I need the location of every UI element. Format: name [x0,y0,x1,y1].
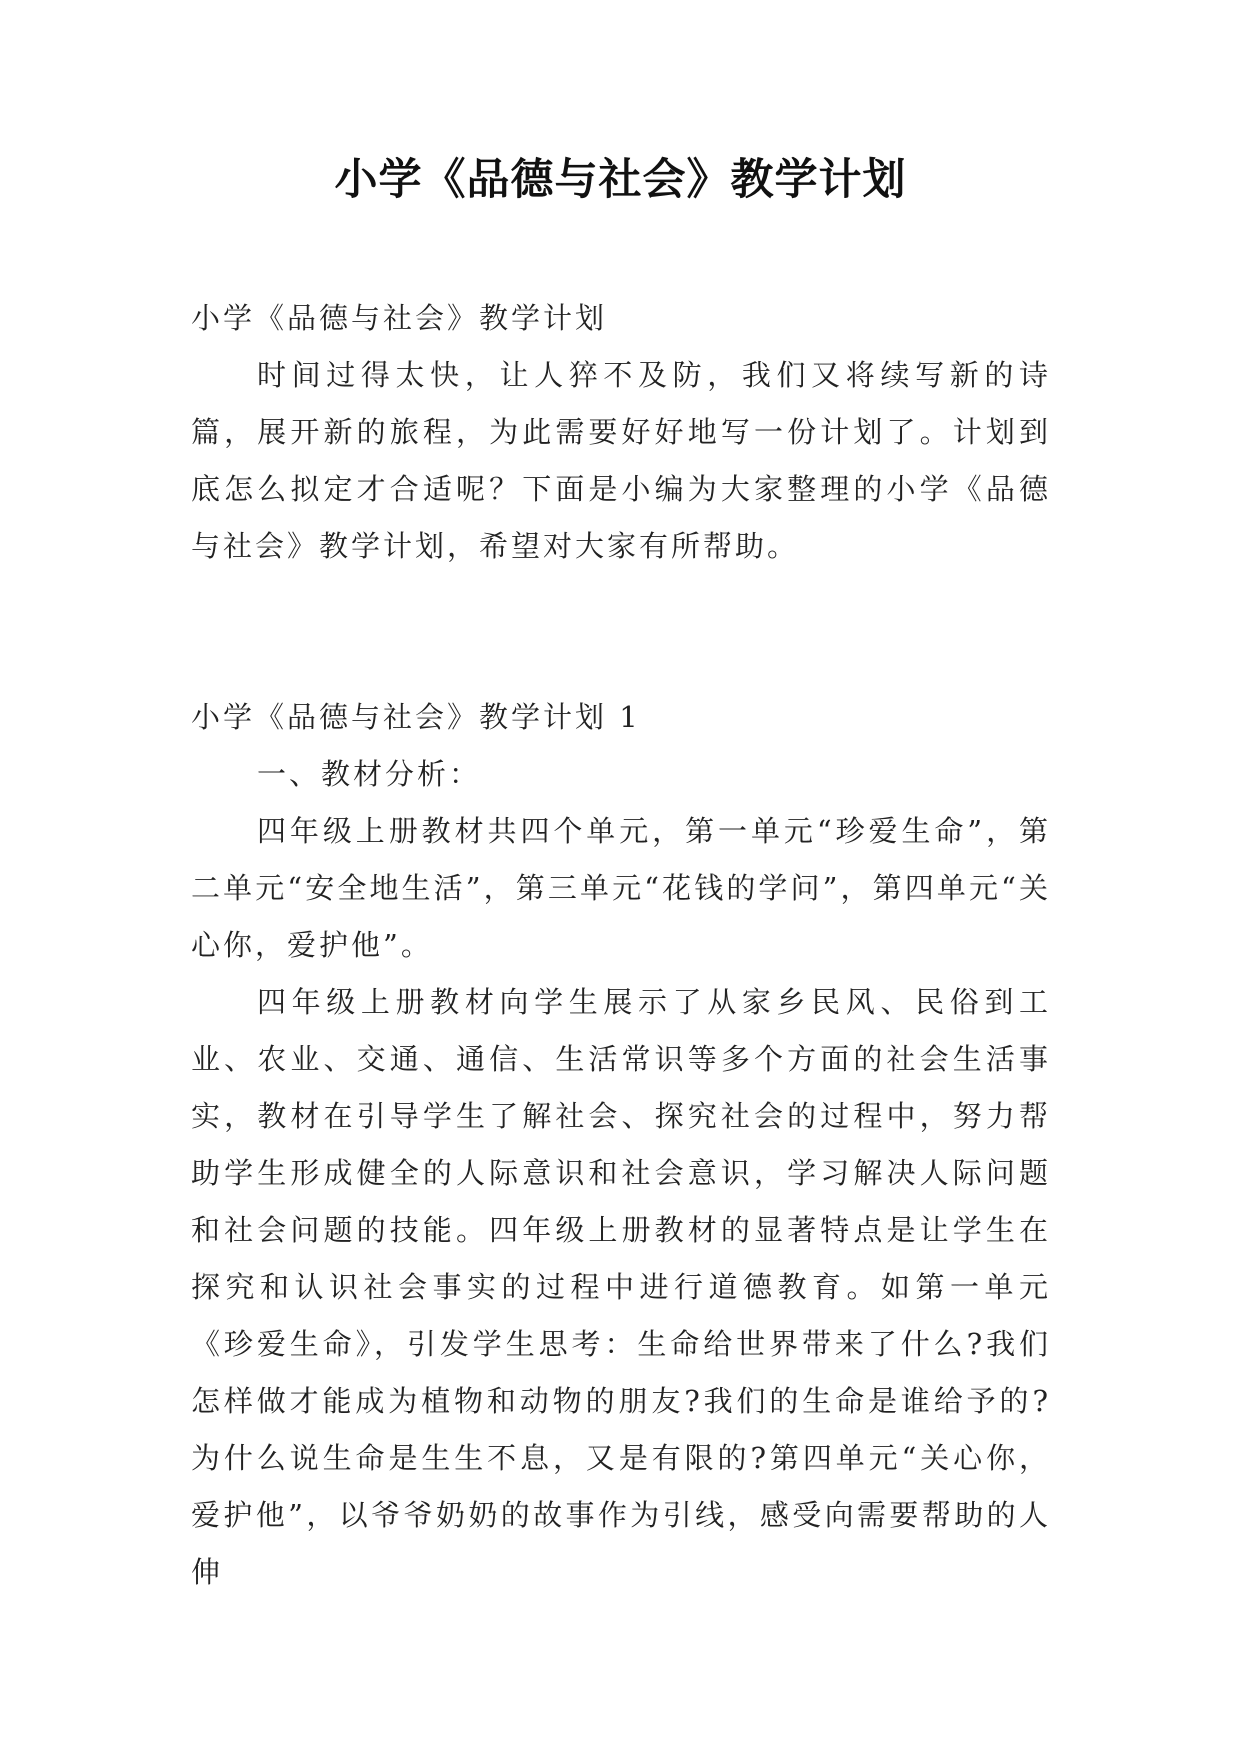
document-subtitle: 小学《品德与社会》教学计划 [191,301,608,335]
body-paragraph-1: 四年级上册教材共四个单元，第一单元“珍爱生命”，第二单元“安全地生活”，第三单元“花钱的学问”，第四单元“关心你，爱护他”。 [191,814,1051,962]
body-paragraph-2: 四年级上册教材向学生展示了从家乡民风、民俗到工业、农业、交通、通信、生活常识等多个方面的社会生活事实，教材在引导学生了解社会、探究社会的过程中，努力帮助学生形成健全的人际意识和社会意识，学习解决人际问题和社会问题的技能。四年级上册教材的显著特点是让学生在探究和认识社会事实的过程中进行道德教育。如第一单元《珍爱生命》，引发学生思考：生命给世界带来了什么?我们怎样做才能成为植物和动物的朋友?我们的生命是谁给予的?为什么说生命是生生不息，又是有限的?第四单元“关心你，爱护他”，以爷爷奶奶的故事作为引线，感受向需要帮助的人伸 [191,985,1051,1589]
intro-paragraph: 时间过得太快，让人猝不及防，我们又将续写新的诗篇，展开新的旅程，为此需要好好地写一份计划了。计划到底怎么拟定才合适呢？下面是小编为大家整理的小学《品德与社会》教学计划，希望对大家有所帮助。 [191,358,1051,563]
section-title: 小学《品德与社会》教学计划 1 [191,700,641,734]
section-spacer [191,575,1051,689]
document-body [191,290,1051,1601]
document-title: 小学《品德与社会》教学计划 [334,155,907,205]
section-heading: 一、教材分析： [257,757,482,791]
